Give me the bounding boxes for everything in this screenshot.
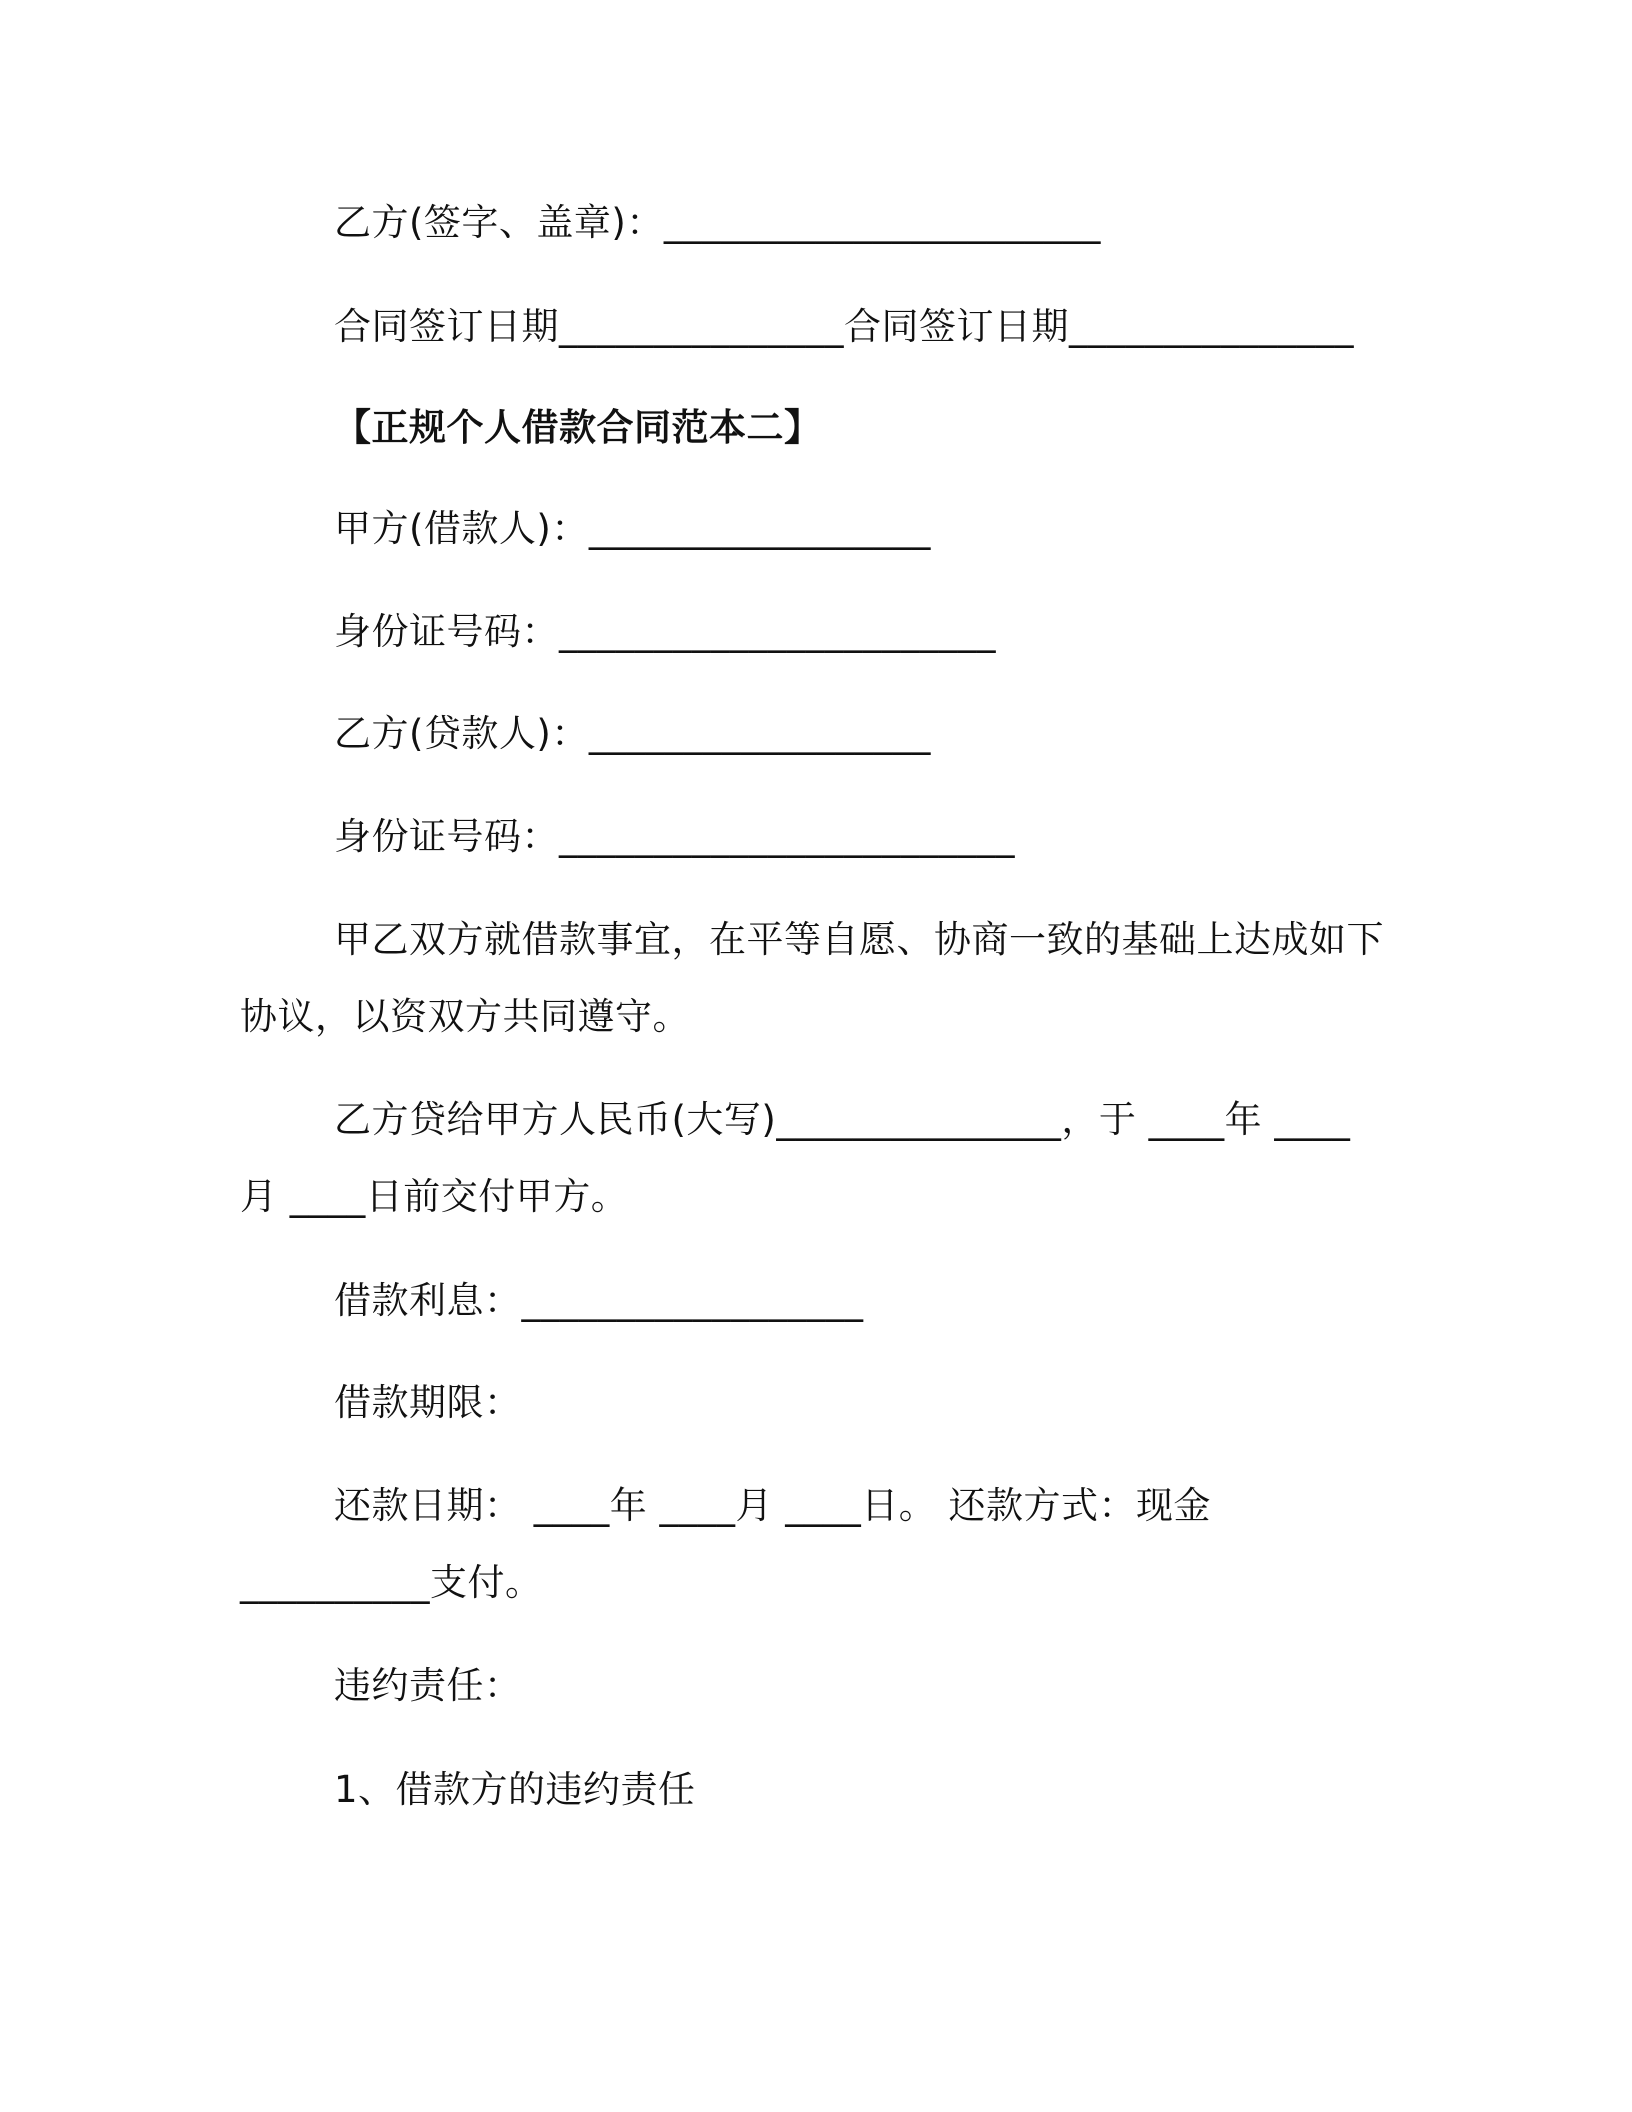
agreement-paragraph-line-2: 协议，以资双方共同遵守。 (240, 995, 690, 1038)
loan-amount-line-1: 乙方贷给甲方人民币(大写)_______________，于 ____年 ____ (334, 1098, 1351, 1141)
repayment-date-line-2: __________支付。 (240, 1561, 543, 1604)
liability-heading: 违约责任： (334, 1664, 522, 1707)
party-a-borrower-line: 甲方(借款人)：__________________ (334, 507, 931, 550)
borrower-liability-item: 1、借款方的违约责任 (334, 1768, 696, 1811)
party-a-id-line: 身份证号码：_______________________ (334, 610, 996, 653)
party-b-id-line: 身份证号码：________________________ (334, 815, 1015, 858)
section-title: 【正规个人借款合同范本二】 (334, 406, 822, 449)
loan-amount-line-2: 月 ____日前交付甲方。 (240, 1175, 629, 1218)
loan-term-line: 借款期限： (334, 1381, 522, 1424)
party-b-lender-line: 乙方(贷款人)：__________________ (334, 712, 931, 755)
loan-interest-line: 借款利息：__________________ (334, 1279, 864, 1322)
contract-date-line: 合同签订日期_______________合同签订日期_______________ (334, 305, 1354, 348)
repayment-date-line-1: 还款日期： ____年 ____月 ____日。 还款方式：现金 (334, 1484, 1212, 1527)
party-b-signature-line: 乙方(签字、盖章)：_______________________ (334, 201, 1101, 244)
agreement-paragraph-line-1: 甲乙双方就借款事宜，在平等自愿、协商一致的基础上达成如下 (334, 918, 1384, 961)
